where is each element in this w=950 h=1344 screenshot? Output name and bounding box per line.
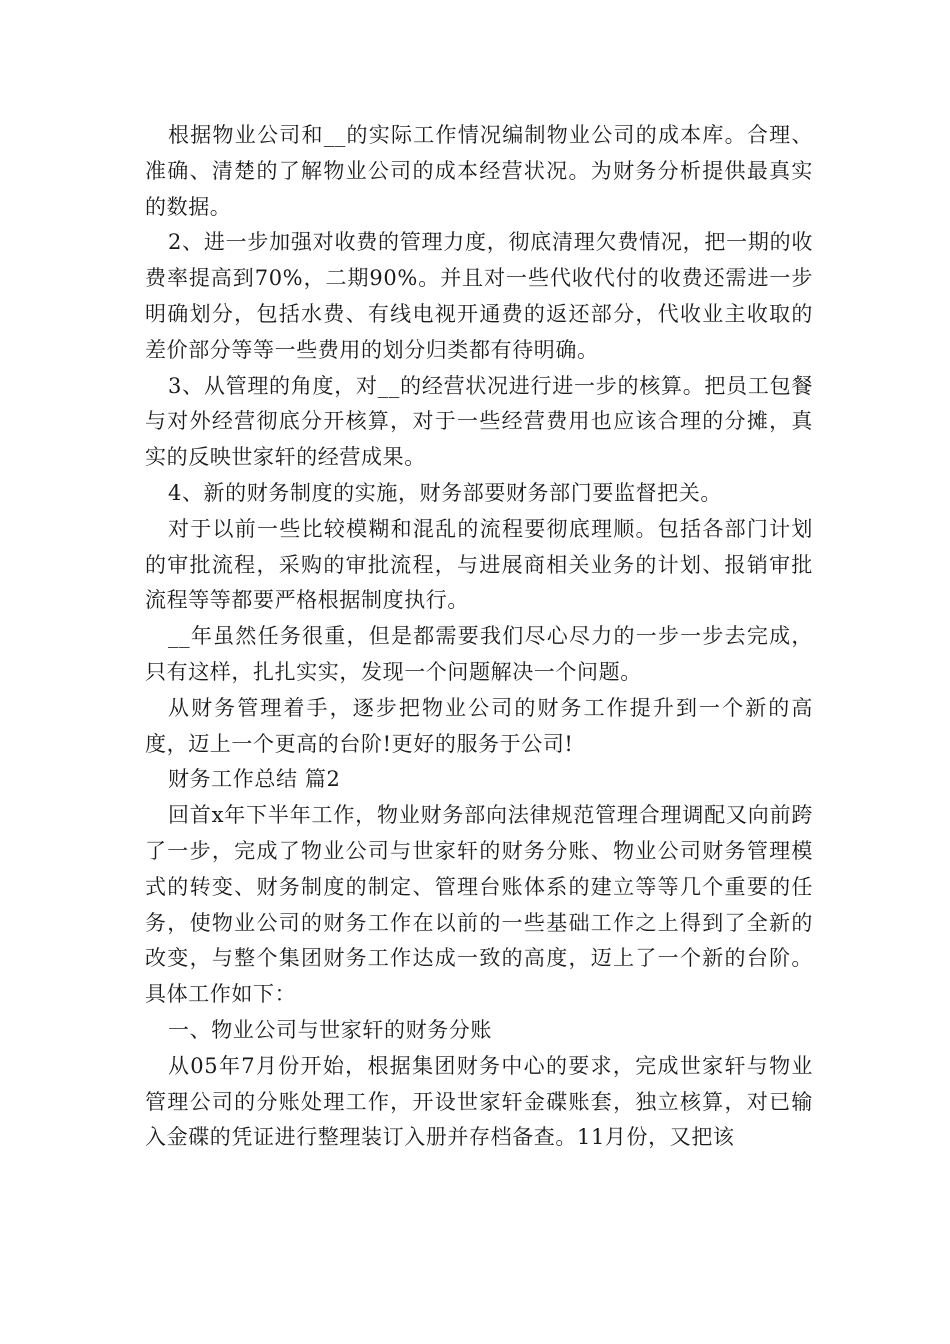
paragraph-financial-improvement: 从财务管理着手，逐步把物业公司的财务工作提升到一个新的高度，迈上一个更高的台阶!更好的服务于公司! (145, 695, 813, 756)
paragraph-business-accounting: 3、从管理的角度，对__的经营状况进行进一步的核算。把员工包餐与对外经营彻底分开核算，对于一些经营费用也应该合理的分摊，真实的反映世家轩的经营成果。 (145, 373, 813, 470)
paragraph-cost-library: 根据物业公司和__的实际工作情况编制物业公司的成本库。合理、准确、清楚的了解物业公司的成本经营状况。为财务分析提供最真实的数据。 (145, 123, 813, 219)
paragraph-process-review: 对于以前一些比较模糊和混乱的流程要彻底理顺。包括各部门计划的审批流程，采购的审批流程，与进展商相关业务的计划、报销审批流程等等都要严格根据制度执行。 (145, 516, 813, 613)
paragraph-year-tasks: __年虽然任务很重，但是都需要我们尽心尽力的一步一步去完成，只有这样，扎扎实实，发现一个问题解决一个问题。 (145, 624, 813, 684)
paragraph-financial-system: 4、新的财务制度的实施，财务部要财务部门要监督把关。 (168, 480, 722, 505)
paragraph-fee-management: 2、进一步加强对收费的管理力度，彻底清理欠费情况，把一期的收费率提高到70%，二期90%。并且对一些代收代付的收费还需进一步明确划分，包括水费、有线电视开通费的返还部分，代收业主收取的差价部分等等一些费用的划分归类都有待明确。 (145, 230, 813, 362)
section-heading-part-2: 财务工作总结 篇2 (168, 767, 341, 792)
document-body (145, 118, 813, 1156)
subheading-account-separation: 一、物业公司与世家轩的财务分账 (168, 1017, 492, 1042)
paragraph-review-intro: 回首x年下半年工作，物业财务部向法律规范管理合理调配又向前跨了一步，完成了物业公司与世家轩的财务分账、物业公司财务管理模式的转变、财务制度的制定、管理台账体系的建立等等几个重要的任务，使物业公司的财务工作在以前的一些基础工作之上得到了全新的改变，与整个集团财务工作达成一致的高度，迈上了一个新的台阶。具体工作如下： (145, 803, 813, 1007)
paragraph-account-separation: 从05年7月份开始，根据集团财务中心的要求，完成世家轩与物业管理公司的分账处理工作，开设世家轩金碟账套，独立核算，对已输入金碟的凭证进行整理装订入册并存档备查。11月份，又把该 (145, 1053, 813, 1150)
